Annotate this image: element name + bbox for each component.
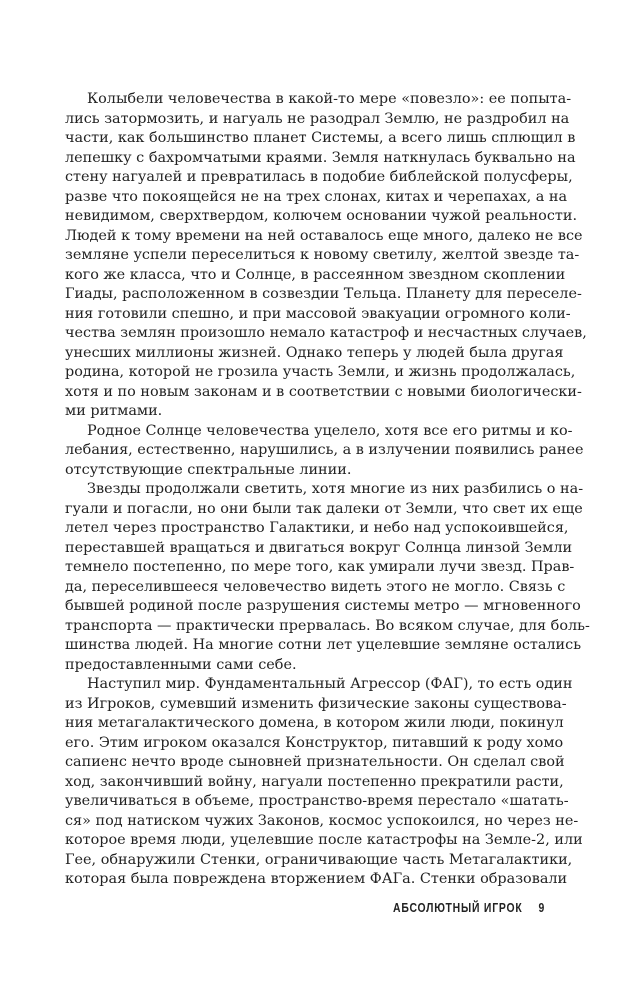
text-line: Наступил мир. Фундаментальный Агрессор (ФАГ), то есть один bbox=[87, 676, 573, 692]
text-line: транспорта — практически прервалась. Во всяком случае, для боль- bbox=[65, 617, 590, 634]
running-footer bbox=[393, 900, 545, 915]
text-line: гуали и погасли, но они были так далеки от Земли, что свет их еще bbox=[65, 500, 583, 517]
book-title: АБСОЛЮТНЫЙ ИГРОК bbox=[392, 900, 523, 915]
text-line: унесших миллионы жизней. Однако теперь у людей была другая bbox=[65, 344, 564, 361]
text-line: да, переселившееся человечество видеть этого не могло. Связь с bbox=[65, 578, 566, 595]
paragraph bbox=[65, 90, 587, 422]
text-line: отсутствующие спектральные линии. bbox=[65, 461, 352, 478]
text-line: части, как большинство планет Системы, а всего лишь сплющил в bbox=[65, 130, 576, 146]
text-line: темнело постепенно, по мере того, как умирали лучи звезд. Прав- bbox=[65, 559, 575, 575]
text-line: Гиады, расположенном в созвездии Тельца. Планету для переселе- bbox=[65, 286, 582, 302]
text-line: которое время люди, уцелевшие после катастрофы на Земле-2, или bbox=[65, 832, 583, 848]
text-line: переставшей вращаться и двигаться вокруг Солнца линзой Земли bbox=[65, 539, 573, 556]
text-line: его. Этим игроком оказался Конструктор, питавший к роду хомо bbox=[65, 734, 564, 751]
text-line: ния метагалактического домена, в котором жили люди, покинул bbox=[65, 715, 564, 731]
text-line: лепешку с бахромчатыми краями. Земля наткнулась буквально на bbox=[65, 149, 576, 166]
text-line: чества землян произошло немало катастроф и несчастных случаев, bbox=[65, 325, 587, 341]
text-line: Звезды продолжали светить, хотя многие из них разбились о на- bbox=[87, 481, 584, 497]
text-line: шинства людей. На многие сотни лет уцелевшие земляне остались bbox=[65, 637, 582, 653]
text-line: ми ритмами. bbox=[65, 403, 163, 419]
page-number: 9 bbox=[538, 900, 545, 915]
text-line: земляне успели переселиться к новому светилу, желтой звезде та- bbox=[65, 247, 580, 263]
text-line: хотя и по новым законам и в соответствии с новыми биологически- bbox=[65, 383, 582, 400]
text-line: стену нагуалей и превратилась в подобие библейской полусферы, bbox=[65, 169, 573, 185]
text-line: Гее, обнаружили Стенки, ограничивающие часть Метагалактики, bbox=[65, 851, 573, 868]
paragraph bbox=[65, 480, 590, 675]
text-line: ход, закончивший войну, нагуали постепенно прекратили расти, bbox=[65, 773, 564, 790]
text-line: бывшей родиной после разрушения системы метро — мгновенного bbox=[65, 598, 581, 614]
text-line: Родное Солнце человечества уцелело, хотя все его ритмы и ко- bbox=[87, 422, 573, 439]
text-line: родина, которой не грозила участь Земли, и жизнь продолжалась, bbox=[65, 364, 576, 380]
paragraph bbox=[65, 422, 584, 481]
text-line: ния готовили спешно, и при массовой эвакуации огромного коли- bbox=[65, 305, 571, 322]
text-line: лебания, естественно, нарушились, а в излучении появились ранее bbox=[65, 442, 584, 458]
text-line: разве что покоящейся не на трех слонах, китах и черепахах, а на bbox=[65, 188, 568, 205]
text-line: которая была повреждена вторжением ФАГа. Стенки образовали bbox=[65, 871, 568, 887]
text-line: Людей к тому времени на ней оставалось еще много, далеко не все bbox=[65, 227, 583, 244]
text-line: предоставленными сами себе. bbox=[65, 656, 297, 673]
text-line: увеличиваться в объеме, пространство-время перестало «шатать- bbox=[65, 793, 569, 809]
text-line: ся» под натиском чужих Законов, космос успокоился, но через не- bbox=[65, 812, 579, 829]
text-line: кого же класса, что и Солнце, в рассеянном звездном скоплении bbox=[65, 266, 566, 283]
paragraph bbox=[65, 675, 583, 890]
text-line: невидимом, сверхтвердом, колючем основании чужой реальности. bbox=[65, 208, 578, 224]
text-line: лись затормозить, и нагуаль не разодрал Землю, не раздробил на bbox=[65, 110, 570, 127]
text-line: летел через пространство Галактики, и небо над успокоившейся, bbox=[65, 520, 569, 536]
text-line: Колыбели человечества в какой-то мере «повезло»: ее попыта- bbox=[87, 91, 572, 107]
text-line: сапиенс нечто вроде сыновней признательности. Он сделал свой bbox=[65, 754, 565, 770]
body-text bbox=[65, 90, 590, 890]
text-line: из Игроков, сумевший изменить физические законы существова- bbox=[65, 695, 567, 712]
